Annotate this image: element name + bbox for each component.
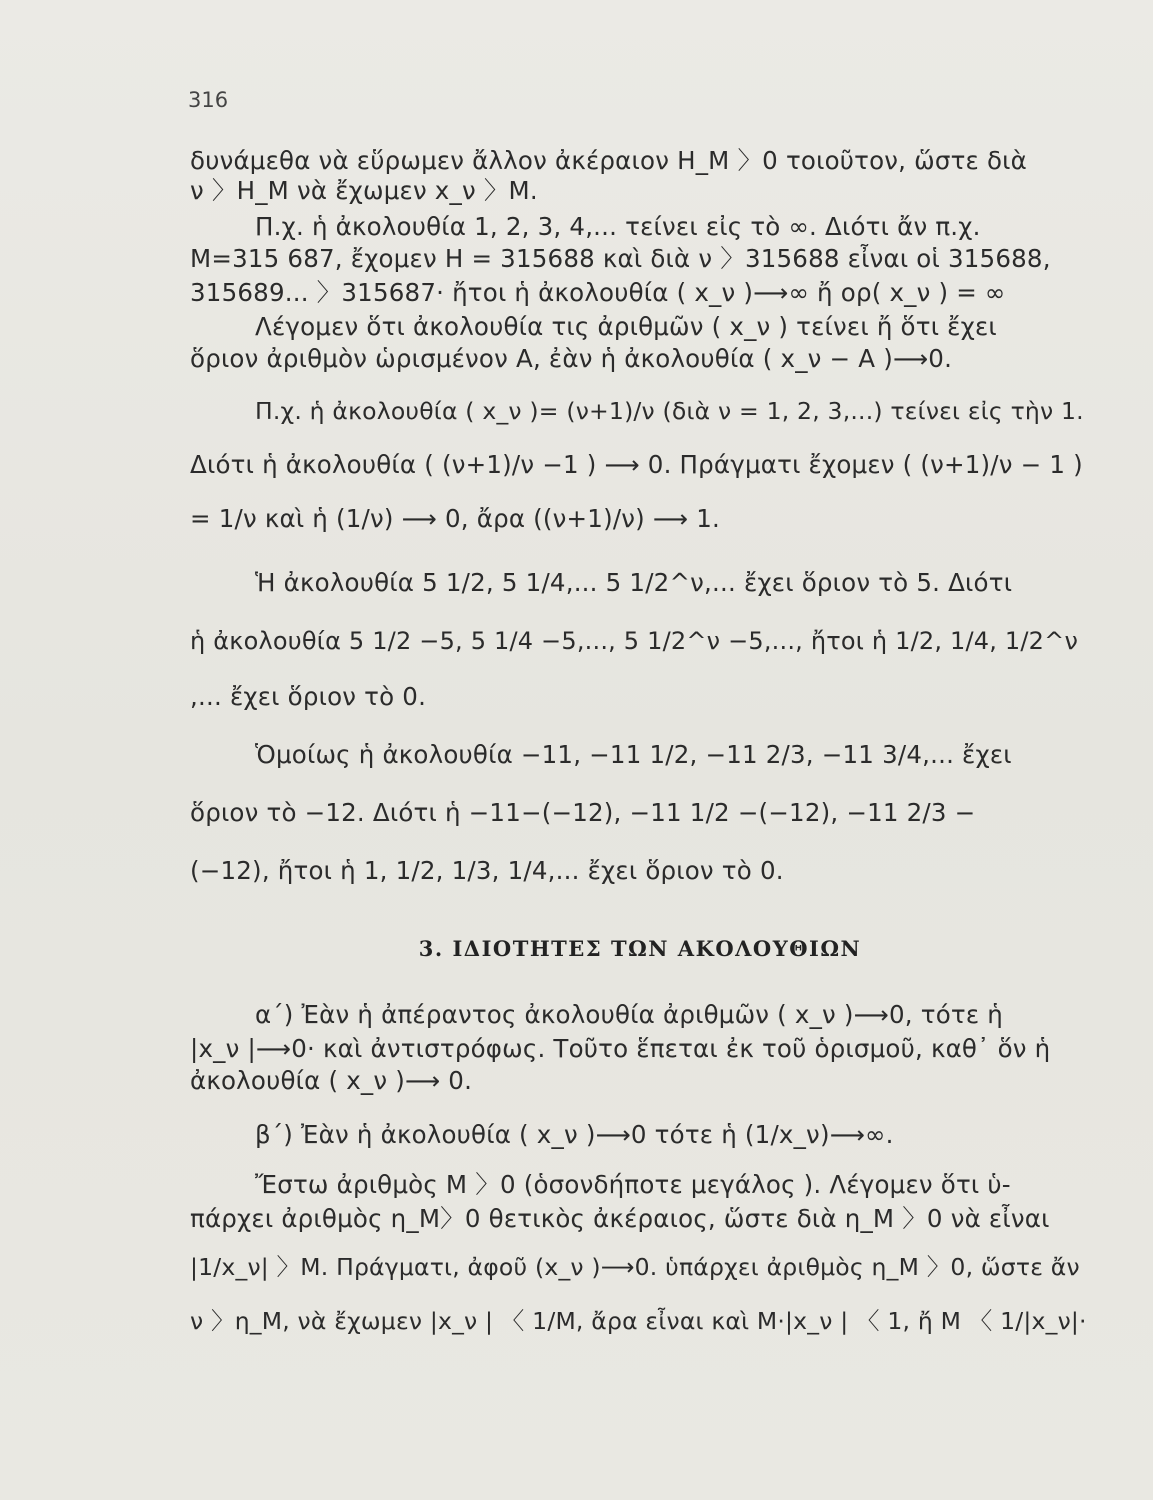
text-line: ὅριον τὸ −12. Διότι ἡ −11−(−12), −11 1/2 −(−12), −11 2/3 − [190, 798, 976, 827]
text-line: M=315 687, ἔχομεν H = 315688 καὶ διὰ ν 〉315688 εἶναι οἱ 315688, [190, 244, 1051, 273]
text-line: |1/x_ν| 〉M. Πράγματι, ἀφοῦ (x_ν )⟶0. ὑπάρχει ἀριθμὸς η_M 〉0, ὥστε ἄν [190, 1253, 1080, 1281]
text-line: Διότι ἡ ἀκολουθία ( (ν+1)/ν −1 ) ⟶ 0. Πράγματι ἔχομεν ( (ν+1)/ν − 1 ) [190, 450, 1083, 479]
text-line: β΄) Ἐὰν ἡ ἀκολουθία ( x_ν )⟶0 τότε ἡ (1/x_ν)⟶∞. [255, 1120, 894, 1149]
text-line: Ἔστω ἀριθμὸς M 〉0 (ὁσονδήποτε μεγάλος ). Λέγομεν ὅτι ὑ- [255, 1170, 1011, 1199]
text-line: Π.χ. ἡ ἀκολουθία ( x_ν )= (ν+1)/ν (διὰ ν = 1, 2, 3,...) τείνει εἰς τὴν 1. [255, 397, 1084, 425]
text-line: ν 〉H_M νὰ ἔχωμεν x_ν 〉M. [190, 176, 538, 205]
text-line: α΄) Ἐὰν ἡ ἀπέραντος ἀκολουθία ἀριθμῶν ( x_ν )⟶0, τότε ἡ [255, 1000, 1004, 1029]
text-line: = 1/ν καὶ ἡ (1/ν) ⟶ 0, ἄρα ((ν+1)/ν) ⟶ 1. [190, 504, 721, 533]
text-line: Λέγομεν ὅτι ἀκολουθία τις ἀριθμῶν ( x_ν ) τείνει ἤ ὅτι ἔχει [255, 312, 997, 341]
text-line: ν 〉η_M, νὰ ἔχωμεν |x_ν | 〈 1/M, ἄρα εἶναι καὶ M·|x_ν | 〈 1, ἤ M 〈 1/|x_ν|· [190, 1307, 1087, 1335]
text-line: Ἡ ἀκολουθία 5 1/2, 5 1/4,... 5 1/2^ν,... ἔχει ὅριον τὸ 5. Διότι [255, 568, 1013, 597]
text-line: ἡ ἀκολουθία 5 1/2 −5, 5 1/4 −5,..., 5 1/2^ν −5,..., ἤτοι ἡ 1/2, 1/4, 1/2^ν [190, 627, 1079, 655]
text-line: Π.χ. ἡ ἀκολουθία 1, 2, 3, 4,... τείνει εἰς τὸ ∞. Διότι ἄν π.χ. [255, 212, 981, 241]
text-line: ὅριον ἀριθμὸν ὡρισμένον A, ἐὰν ἡ ἀκολουθία ( x_ν − A )⟶0. [190, 344, 953, 373]
text-line: 315689... 〉315687· ἤτοι ἡ ἀκολουθία ( x_ν )⟶∞ ἤ ορ( x_ν ) = ∞ [190, 278, 1006, 307]
text-line: δυνάμεθα νὰ εὕρωμεν ἄλλον ἀκέραιον H_M 〉0 τοιοῦτον, ὥστε διὰ [190, 146, 1027, 175]
section-heading: 3. ΙΔΙΟΤΗΤΕΣ ΤΩΝ ΑΚΟΛΟΥΘΙΩΝ [418, 936, 862, 961]
text-line: ,... ἔχει ὅριον τὸ 0. [190, 682, 427, 711]
text-line: (−12), ἤτοι ἡ 1, 1/2, 1/3, 1/4,... ἔχει ὅριον τὸ 0. [190, 856, 784, 885]
text-line: ἀκολουθία ( x_ν )⟶ 0. [190, 1066, 473, 1095]
page-number: 316 [188, 88, 229, 112]
text-line: |x_ν |⟶0· καὶ ἀντιστρόφως. Τοῦτο ἕπεται ἐκ τοῦ ὁρισμοῦ, καθ᾽ ὅν ἡ [190, 1034, 1051, 1063]
text-line: Ὁμοίως ἡ ἀκολουθία −11, −11 1/2, −11 2/3, −11 3/4,... ἔχει [255, 740, 1012, 769]
text-line: πάρχει ἀριθμὸς η_M〉0 θετικὸς ἀκέραιος, ὥστε διὰ η_M 〉0 νὰ εἶναι [190, 1204, 1050, 1233]
